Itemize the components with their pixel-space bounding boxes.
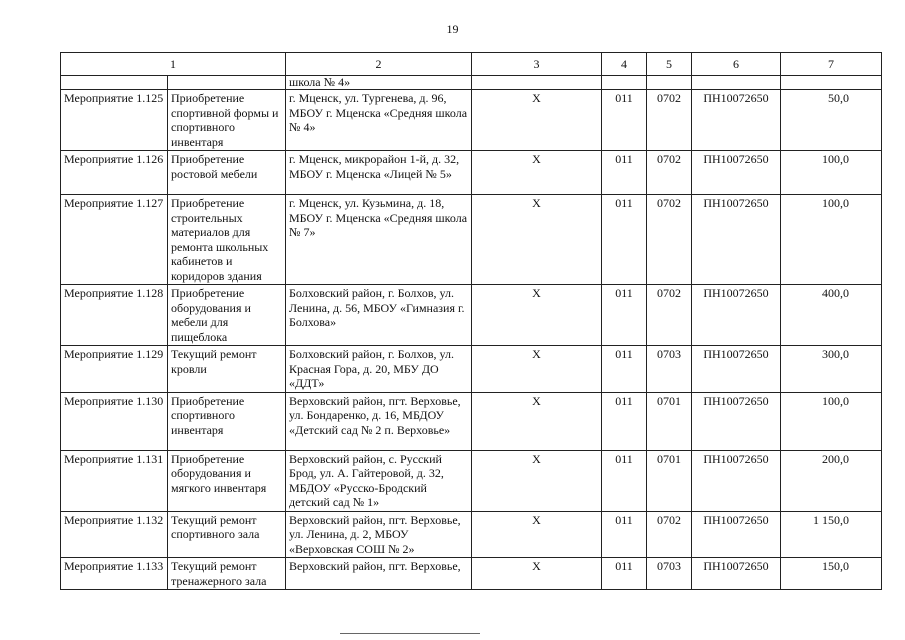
row-event: Мероприятие 1.133 [61, 558, 168, 590]
row-name: Приобретение оборудования и мягкого инвентаря [168, 450, 286, 511]
cont-c4 [602, 76, 647, 90]
row-c6: ПН10072650 [692, 392, 781, 450]
cont-c5 [647, 76, 692, 90]
cont-address: школа № 4» [286, 76, 472, 90]
table-row [61, 558, 882, 590]
row-c6: ПН10072650 [692, 195, 781, 285]
row-c5: 0702 [647, 151, 692, 195]
row-c4: 011 [602, 450, 647, 511]
row-name: Приобретение ростовой мебели [168, 151, 286, 195]
row-c7: 100,0 [781, 195, 882, 285]
row-c6: ПН10072650 [692, 346, 781, 393]
page-number: 19 [446, 22, 459, 36]
row-event: Мероприятие 1.126 [61, 151, 168, 195]
header-col-5: 5 [647, 53, 692, 76]
row-c7: 400,0 [781, 285, 882, 346]
row-c7: 1 150,0 [781, 511, 882, 558]
table-row [61, 285, 882, 346]
row-c6: ПН10072650 [692, 450, 781, 511]
row-c6: ПН10072650 [692, 511, 781, 558]
header-col-1: 1 [61, 53, 286, 76]
row-c3: X [472, 392, 602, 450]
row-event: Мероприятие 1.130 [61, 392, 168, 450]
row-event: Мероприятие 1.131 [61, 450, 168, 511]
table-row [61, 195, 882, 285]
row-address: Верховский район, пгт. Верховье, ул. Бондаренко, д. 16, МБДОУ «Детский сад № 2 п. Верховье» [286, 392, 472, 450]
row-c3: X [472, 511, 602, 558]
row-name: Приобретение спортивной формы и спортивного инвентаря [168, 90, 286, 151]
continuation-row [61, 76, 882, 90]
row-address: г. Мценск, ул. Тургенева, д. 96, МБОУ г. Мценска «Средняя школа № 4» [286, 90, 472, 151]
row-c5: 0702 [647, 90, 692, 151]
row-c7: 100,0 [781, 392, 882, 450]
row-name: Текущий ремонт кровли [168, 346, 286, 393]
row-c7: 100,0 [781, 151, 882, 195]
row-event: Мероприятие 1.128 [61, 285, 168, 346]
row-c5: 0701 [647, 450, 692, 511]
budget-table [60, 52, 882, 590]
row-c3: X [472, 558, 602, 590]
row-address: Верховский район, с. Русский Брод, ул. А. Гайтеровой, д. 32, МБДОУ «Русско-Бродский детский сад № 1» [286, 450, 472, 511]
row-address: г. Мценск, микрорайон 1-й, д. 32, МБОУ г. Мценска «Лицей № 5» [286, 151, 472, 195]
cont-c6 [692, 76, 781, 90]
row-name: Приобретение оборудования и мебели для пищеблока [168, 285, 286, 346]
header-col-7: 7 [781, 53, 882, 76]
row-c7: 150,0 [781, 558, 882, 590]
header-col-6: 6 [692, 53, 781, 76]
row-name: Приобретение спортивного инвентаря [168, 392, 286, 450]
table-row [61, 346, 882, 393]
row-c7: 200,0 [781, 450, 882, 511]
row-c5: 0702 [647, 195, 692, 285]
row-c4: 011 [602, 285, 647, 346]
row-event: Мероприятие 1.129 [61, 346, 168, 393]
row-c6: ПН10072650 [692, 558, 781, 590]
row-c5: 0703 [647, 346, 692, 393]
header-col-3: 3 [472, 53, 602, 76]
row-c4: 011 [602, 90, 647, 151]
row-c4: 011 [602, 346, 647, 393]
row-c5: 0702 [647, 511, 692, 558]
row-c5: 0702 [647, 285, 692, 346]
row-c3: X [472, 450, 602, 511]
row-c3: X [472, 195, 602, 285]
row-event: Мероприятие 1.127 [61, 195, 168, 285]
header-row [61, 53, 882, 76]
row-address: Болховский район, г. Болхов, ул. Ленина, д. 56, МБОУ «Гимназия г. Болхова» [286, 285, 472, 346]
row-c5: 0701 [647, 392, 692, 450]
table-row [61, 90, 882, 151]
table-row [61, 151, 882, 195]
row-c3: X [472, 151, 602, 195]
row-c4: 011 [602, 195, 647, 285]
row-c5: 0703 [647, 558, 692, 590]
table-row [61, 392, 882, 450]
row-c4: 011 [602, 511, 647, 558]
row-c7: 50,0 [781, 90, 882, 151]
row-c4: 011 [602, 151, 647, 195]
row-c3: X [472, 90, 602, 151]
cont-c3 [472, 76, 602, 90]
row-c3: X [472, 346, 602, 393]
row-c6: ПН10072650 [692, 151, 781, 195]
row-address: Верховский район, пгт. Верховье, ул. Ленина, д. 2, МБОУ «Верховская СОШ № 2» [286, 511, 472, 558]
footer-mark [340, 633, 480, 634]
row-c6: ПН10072650 [692, 90, 781, 151]
row-address: Верховский район, пгт. Верховье, [286, 558, 472, 590]
row-c6: ПН10072650 [692, 285, 781, 346]
row-name: Текущий ремонт тренажерного зала [168, 558, 286, 590]
row-c7: 300,0 [781, 346, 882, 393]
row-address: г. Мценск, ул. Кузьмина, д. 18, МБОУ г. Мценска «Средняя школа № 7» [286, 195, 472, 285]
row-name: Текущий ремонт спортивного зала [168, 511, 286, 558]
cont-event [61, 76, 168, 90]
row-name: Приобретение строительных материалов для ремонта школьных кабинетов и коридоров здания [168, 195, 286, 285]
header-col-4: 4 [602, 53, 647, 76]
row-c4: 011 [602, 558, 647, 590]
row-event: Мероприятие 1.132 [61, 511, 168, 558]
row-address: Болховский район, г. Болхов, ул. Красная Гора, д. 20, МБУ ДО «ДДТ» [286, 346, 472, 393]
table-row [61, 450, 882, 511]
row-c3: X [472, 285, 602, 346]
row-event: Мероприятие 1.125 [61, 90, 168, 151]
row-c4: 011 [602, 392, 647, 450]
table-row [61, 511, 882, 558]
cont-c7 [781, 76, 882, 90]
cont-name [168, 76, 286, 90]
header-col-2: 2 [286, 53, 472, 76]
